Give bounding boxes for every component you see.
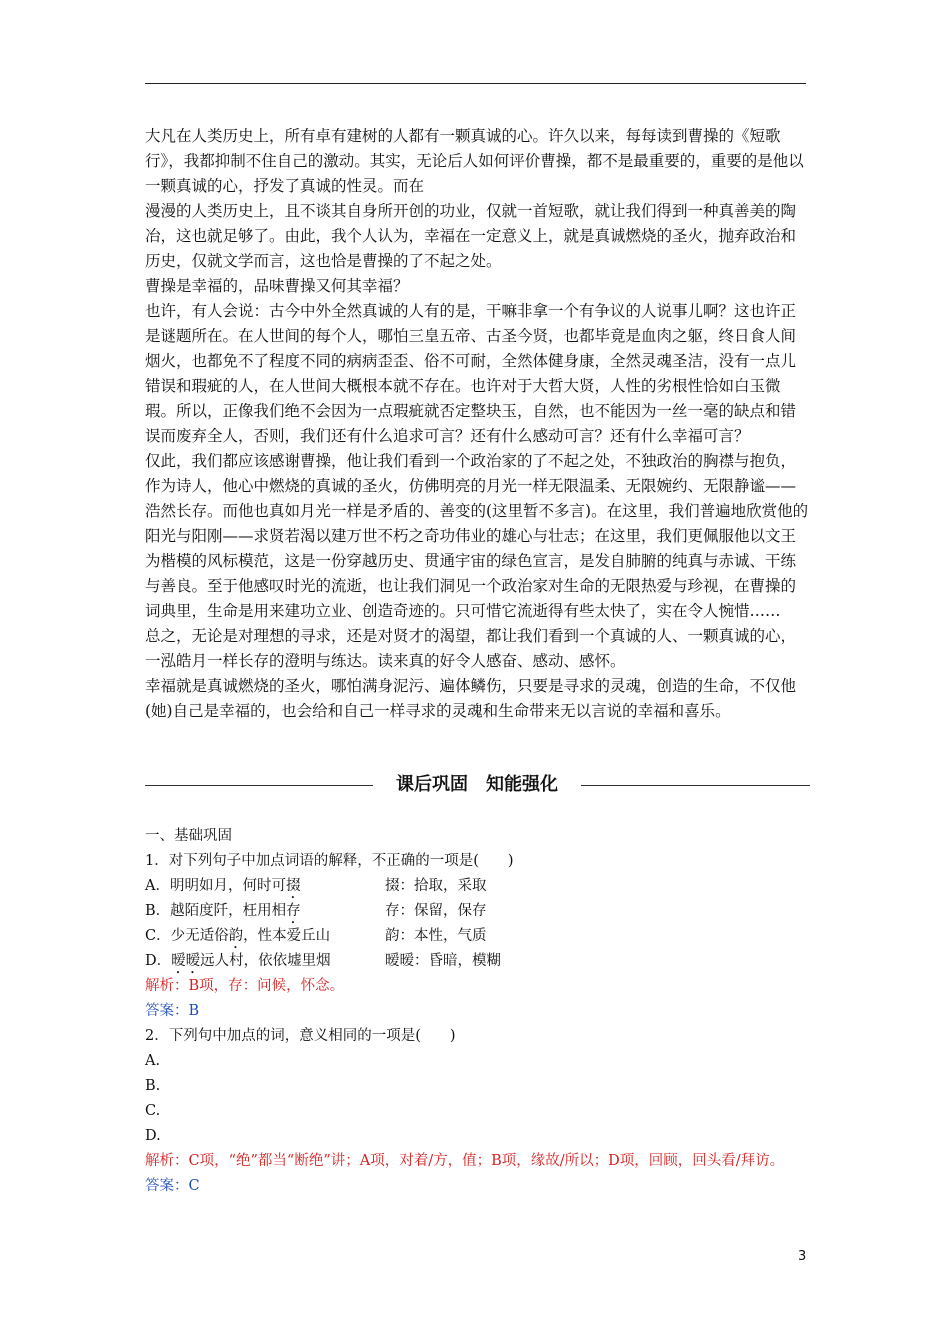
essay-paragraph: 仅此，我们都应该感谢曹操，他让我们看到一个政治家的了不起之处，不独政治的胸襟与抱负，作为诗人，他心中燃烧的真诚的圣火，仿佛明亮的月光一样无限温柔、无限婉约、无限静谧——浩然长存。而他也真如月光一样是矛盾的、善变的(这里暂不多言)。在这里，我们普遍地欣赏他的阳光与阳刚——求贤若渴以建万世不朽之奇功伟业的雄心与壮志；在这里，我们更佩服他以文王为楷模的风标模范，这是一份穿越历史、贯通宇宙的绿色宣言，是发自肺腑的纯真与赤诚、干练与善良。至于他感叹时光的流逝，也让我们洞见一个政治家对生命的无限热爱与珍视，在曹操的词典里，生命是用来建功立业、创造奇迹的。只可惜它流逝得有些太快了，实在令人惋惜…… — [145, 452, 809, 620]
dotted-word: 存 — [286, 903, 301, 919]
exercises — [145, 824, 810, 1199]
dotted-word: 韵 — [228, 928, 244, 944]
section-heading-title: 课后巩固 知能强化 — [396, 774, 558, 795]
heading-rule-left — [145, 785, 373, 786]
header-rule — [145, 83, 806, 84]
question-1-answer: 答案：B — [145, 1003, 200, 1019]
dotted-word: 掇 — [285, 878, 301, 894]
question-2-analysis: 解析：C项，“绝”都当“断绝”讲；A项，对着/方，值；B项，缘故/所以；D项，回顾，回头看/拜访。 — [145, 1153, 785, 1169]
option-text: ，性本爱丘山 — [243, 928, 331, 944]
question-2-answer: 答案：C — [145, 1178, 200, 1194]
essay-paragraph: 曹操是幸福的，品味曹操又何其幸福？ — [145, 277, 409, 295]
option-text: A．明明如月，何时可 — [145, 878, 286, 894]
essay-paragraph: 大凡在人类历史上，所有卓有建树的人都有一颗真诚的心。许久以来，每每读到曹操的《短歌行》，我都抑制不住自己的激动。其实，无论后人如何评价曹操，都不是最重要的，重要的是他以一颗真诚的心，抒发了真诚的性灵。而在 — [145, 127, 804, 195]
dotted-word: 暧暧 — [171, 953, 201, 969]
section-heading — [145, 772, 810, 798]
heading-rule-right — [581, 785, 810, 786]
essay-body — [145, 124, 810, 724]
option-text: B．越陌度阡，枉用相 — [145, 903, 287, 919]
essay-paragraph: 也许，有人会说：古今中外全然真诚的人有的是，干嘛非拿一个有争议的人说事儿啊？这也许正是谜题所在。在人世间的每个人，哪怕三皇五帝、古圣今贤，也都毕竟是血肉之躯，终日食人间烟火，也都免不了程度不同的病病歪歪、俗不可耐，全然体健身康，全然灵魂圣洁，没有一点儿错误和瑕疵的人，在人世间大概根本就不存在。也许对于大哲大贤，人性的劣根性恰如白玉微瑕。所以，正像我们绝不会因为一点瑕疵就否定整块玉，自然，也不能因为一丝一毫的缺点和错误而废弃全人，否则，我们还有什么追求可言？还有什么感动可言？还有什么幸福可言？ — [145, 302, 797, 445]
option-text: 远人村，依依墟里烟 — [200, 953, 331, 969]
option-gloss: 掇：拾取，采取 — [385, 878, 487, 894]
option-text: D． — [145, 953, 172, 969]
question-1-option-c — [145, 924, 810, 949]
question-2-option-a: A. — [145, 1053, 161, 1069]
question-1-option-d — [145, 949, 810, 974]
question-1-stem: 1．对下列句子中加点词语的解释，不正确的一项是( ) — [145, 853, 514, 869]
question-2-stem: 2．下列句中加点的词，意义相同的一项是( ) — [145, 1028, 456, 1044]
option-gloss: 暧暧：昏暗，模糊 — [385, 953, 501, 969]
question-2-option-b: B. — [145, 1078, 161, 1094]
option-gloss: 存：保留，保存 — [385, 903, 487, 919]
question-1-analysis: 解析：B项，存：问候，怀念。 — [145, 978, 345, 994]
question-2-option-c: C. — [145, 1103, 161, 1119]
question-1-option-b — [145, 899, 810, 924]
option-gloss: 韵：本性，气质 — [385, 928, 487, 944]
page-number: 3 — [798, 1249, 807, 1264]
essay-paragraph: 幸福就是真诚燃烧的圣火，哪怕满身泥污、遍体鳞伤，只要是寻求的灵魂，创造的生命，不仅他(她)自己是幸福的，也会给和自己一样寻求的灵魂和生命带来无以言说的幸福和喜乐。 — [145, 677, 797, 720]
option-text: C．少无适俗 — [145, 928, 229, 944]
question-1-option-a — [145, 874, 810, 899]
question-2-option-d: D. — [145, 1128, 161, 1144]
essay-paragraph: 总之，无论是对理想的寻求，还是对贤才的渴望，都让我们看到一个真诚的人、一颗真诚的心，一泓皓月一样长存的澄明与练达。读来真的好令人感奋、感动、感怀。 — [145, 627, 797, 670]
essay-paragraph: 漫漫的人类历史上，且不谈其自身所开创的功业，仅就一首短歌，就让我们得到一种真善美的陶冶，这也就足够了。由此，我个人认为，幸福在一定意义上，就是真诚燃烧的圣火，抛弃政治和历史，仅就文学而言，这也恰是曹操的了不起之处。 — [145, 202, 797, 270]
part-title: 一、基础巩固 — [145, 828, 232, 844]
